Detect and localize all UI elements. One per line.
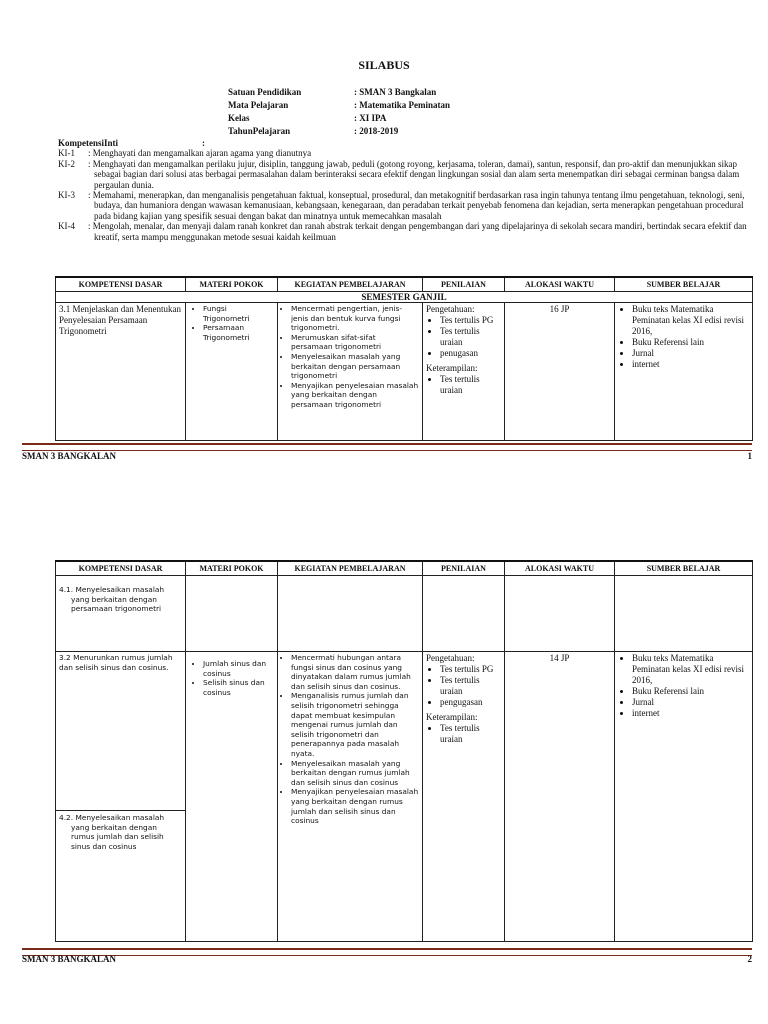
list-item: • Tes tertulis PG <box>440 664 501 675</box>
table-row <box>56 303 753 441</box>
kd-text: 4.2. Menyelesaikan masalah yang berkaitan dengan rumus jumlah dan selisih sinus dan cosinus <box>56 810 185 851</box>
list-item: • Tes tertulis uraian <box>440 374 501 396</box>
ki-text: : Menghayati dan mengamalkan perilaku jujur, disiplin, tanggung jawab, peduli (gotong royong, kerjasama, toleran, damai), santun, responsif, dan pro-aktif dan menunjukkan sikap sebagai bagian dari solusi atas berbagai permasalahan dalam berinteraksi secara efektif dengan lingkungan sosial dan alam serta menempatkan diri sebagai cerminan bangsa dalam pergaulan dunia. <box>88 158 740 190</box>
col-header: KOMPETENSI DASAR <box>56 561 186 576</box>
list-item: • Selisih sinus dan cosinus <box>203 678 274 697</box>
syllabus-table-page-2 <box>55 560 753 942</box>
list-item: • Jurnal <box>632 697 749 708</box>
list-item: • Tes tertulis uraian <box>440 723 501 745</box>
empty-cell <box>278 576 423 652</box>
page-number: 2 <box>747 954 752 964</box>
col-header: KEGIATAN PEMBELAJARAN <box>278 277 423 292</box>
list-item: • Menyajikan penyelesaian masalah yang berkaitan dengan rumus jumlah dan selisih sinus dan cosinus <box>291 787 419 825</box>
list-item: • Buku Referensi lain <box>632 337 749 348</box>
kd-cell: 3.1 Menjelaskan dan Menentukan Penyelesaian Persamaan Trigonometri <box>56 303 186 441</box>
col-header: MATERI POKOK <box>186 277 278 292</box>
identity-value: : Matematika Peminatan <box>354 100 450 110</box>
identity-label: Satuan Pendidikan <box>228 87 302 97</box>
table-header-row <box>56 561 753 576</box>
list-item: • Menganalisis rumus jumlah dan selisih trigonometri sehingga dapat membuat kesimpulan mengenai rumus jumlah dan selisih trigonometri dan penerapannya pada masalah nyata. <box>291 691 419 758</box>
kompetensi-inti <box>58 138 758 242</box>
list-item: • penugasan <box>440 348 501 359</box>
col-header: MATERI POKOK <box>186 561 278 576</box>
alokasi-cell: 14 JP <box>505 652 615 942</box>
list-item: • internet <box>632 359 749 370</box>
list-item: • Tes tertulis uraian <box>440 326 501 348</box>
list-item: • Fungsi Trigonometri <box>203 304 274 323</box>
identity-block <box>228 86 450 138</box>
footer-rule <box>22 443 752 451</box>
ki-code: KI-3 <box>58 190 75 201</box>
materi-cell <box>186 303 278 441</box>
col-header: SUMBER BELAJAR <box>615 277 753 292</box>
table-header-row <box>56 277 753 292</box>
sumber-cell <box>615 652 753 942</box>
semester-label: SEMESTER GANJIL <box>56 292 753 303</box>
ki-code: KI-1 <box>58 148 75 159</box>
list-item: • Merumuskan sifat-sifat persamaan trigonometri <box>291 333 419 352</box>
col-header: PENILAIAN <box>423 277 505 292</box>
col-header: ALOKASI WAKTU <box>505 277 615 292</box>
identity-value: : SMAN 3 Bangkalan <box>354 87 437 97</box>
footer <box>22 451 752 461</box>
page-number: 1 <box>747 451 752 461</box>
sumber-cell <box>615 303 753 441</box>
list-item: • Buku teks Matematika Peminatan kelas XI edisi revisi 2016, <box>632 304 749 337</box>
identity-row <box>228 112 450 125</box>
kd-text: 4.1. Menyelesaikan masalah yang berkaitan dengan persamaan trigonometri <box>59 585 165 614</box>
table-row <box>56 576 753 652</box>
penilaian-label: Pengetahuan: <box>426 653 475 663</box>
ki-item <box>58 159 758 190</box>
col-header: KEGIATAN PEMBELAJARAN <box>278 561 423 576</box>
penilaian-label: Keterampilan: <box>426 363 478 373</box>
list-item: • Buku teks Matematika Peminatan kelas XI edisi revisi 2016, <box>632 653 749 686</box>
empty-cell <box>423 576 505 652</box>
list-item: • Mencermati pengertian, jenis-jenis dan bentuk kurva fungsi trigonometri. <box>291 304 419 333</box>
list-item: • Jumlah sinus dan cosinus <box>203 659 274 678</box>
footer-school: SMAN 3 BANGKALAN <box>22 451 117 461</box>
syllabus-table-page-1 <box>55 276 753 441</box>
ki-item <box>58 221 758 242</box>
footer-school: SMAN 3 BANGKALAN <box>22 954 117 964</box>
penilaian-label: Keterampilan: <box>426 712 478 722</box>
document-title: SILABUS <box>358 58 410 72</box>
page-1 <box>0 0 768 470</box>
list-item: • Persamaan Trigonometri <box>203 323 274 342</box>
ki-code: KI-2 <box>58 158 75 169</box>
col-header: SUMBER BELAJAR <box>615 561 753 576</box>
kegiatan-cell <box>278 652 423 942</box>
kegiatan-cell <box>278 303 423 441</box>
kd-cell <box>56 652 186 942</box>
page-2 <box>0 540 768 1024</box>
ki-text: : Menghayati dan mengamalkan ajaran agama yang dianutnya <box>88 148 312 159</box>
list-item: • Tes tertulis PG <box>440 315 501 326</box>
ki-item <box>58 148 758 158</box>
list-item: • Menyelesaikan masalah yang berkaitan dengan rumus jumlah dan selisih sinus dan cosinus <box>291 759 419 788</box>
identity-value: : 2018-2019 <box>354 126 399 136</box>
empty-cell <box>615 576 753 652</box>
kd-text: 3.2 Menurunkan rumus jumlah dan selisih sinus dan cosinus. <box>59 653 173 672</box>
list-item: • Buku Referensi lain <box>632 686 749 697</box>
penilaian-cell <box>423 303 505 441</box>
penilaian-label: Pengetahuan: <box>426 304 475 314</box>
materi-cell <box>186 652 278 942</box>
ki-text: : Memahami, menerapkan, dan menganalisis pengetahuan faktual, konseptual, prosedural, dan metakognitif berdasarkan rasa ingin tahunya tentang ilmu pengetahuan, teknologi, seni, budaya, dan humaniora dengan wawasan kemanusiaan, kebangsaan, kenegaraan, dan peradaban terkait penyebab fenomena dan kejadian, serta menerapkan pengetahuan procedural pada bidang kajian yang spesifik sesuai dengan bakat dan minatnya untuk memecahkan masalah <box>88 190 745 221</box>
list-item: • Menyajikan penyelesaian masalah yang berkaitan dengan persamaan trigonometri <box>291 381 419 410</box>
ki-item <box>58 190 758 221</box>
empty-cell <box>186 576 278 652</box>
identity-row <box>228 86 450 99</box>
col-header: KOMPETENSI DASAR <box>56 277 186 292</box>
empty-cell <box>505 576 615 652</box>
list-item: • Tes tertulis uraian <box>440 675 501 697</box>
identity-label: TahunPelajaran <box>228 126 291 136</box>
identity-label: Kelas <box>228 113 250 123</box>
table-row <box>56 652 753 942</box>
list-item: • Jurnal <box>632 348 749 359</box>
list-item: • Mencermati hubungan antara fungsi sinus dan cosinus yang dinyatakan dalam rumus jumlah dan selisih sinus dan cosinus. <box>291 653 419 691</box>
col-header: PENILAIAN <box>423 561 505 576</box>
semester-row <box>56 292 753 303</box>
penilaian-cell <box>423 652 505 942</box>
alokasi-cell: 16 JP <box>505 303 615 441</box>
list-item: • Menyelesaikan masalah yang berkaitan dengan persamaan trigonometri <box>291 352 419 381</box>
list-item: • pengugasan <box>440 697 501 708</box>
identity-row <box>228 99 450 112</box>
kd-cell <box>56 576 186 652</box>
identity-value: : XI IPA <box>354 113 387 123</box>
ki-text: : Mengolah, menalar, dan menyaji dalam ranah konkret dan ranah abstrak terkait dengan pengembangan dari yang dipelajarinya di sekolah secara mandiri, bertindak secara efektif dan kreatif, serta mampu menggunakan metode sesuai kaidah keilmuan <box>88 221 747 242</box>
ki-code: KI-4 <box>58 221 75 232</box>
identity-label: Mata Pelajaran <box>228 100 289 110</box>
identity-row <box>228 125 450 138</box>
col-header: ALOKASI WAKTU <box>505 561 615 576</box>
list-item: • internet <box>632 708 749 719</box>
ki-heading-colon: : <box>202 138 206 148</box>
footer <box>22 954 752 964</box>
ki-heading-text: KompetensiInti <box>58 138 119 148</box>
ki-heading <box>58 138 758 148</box>
